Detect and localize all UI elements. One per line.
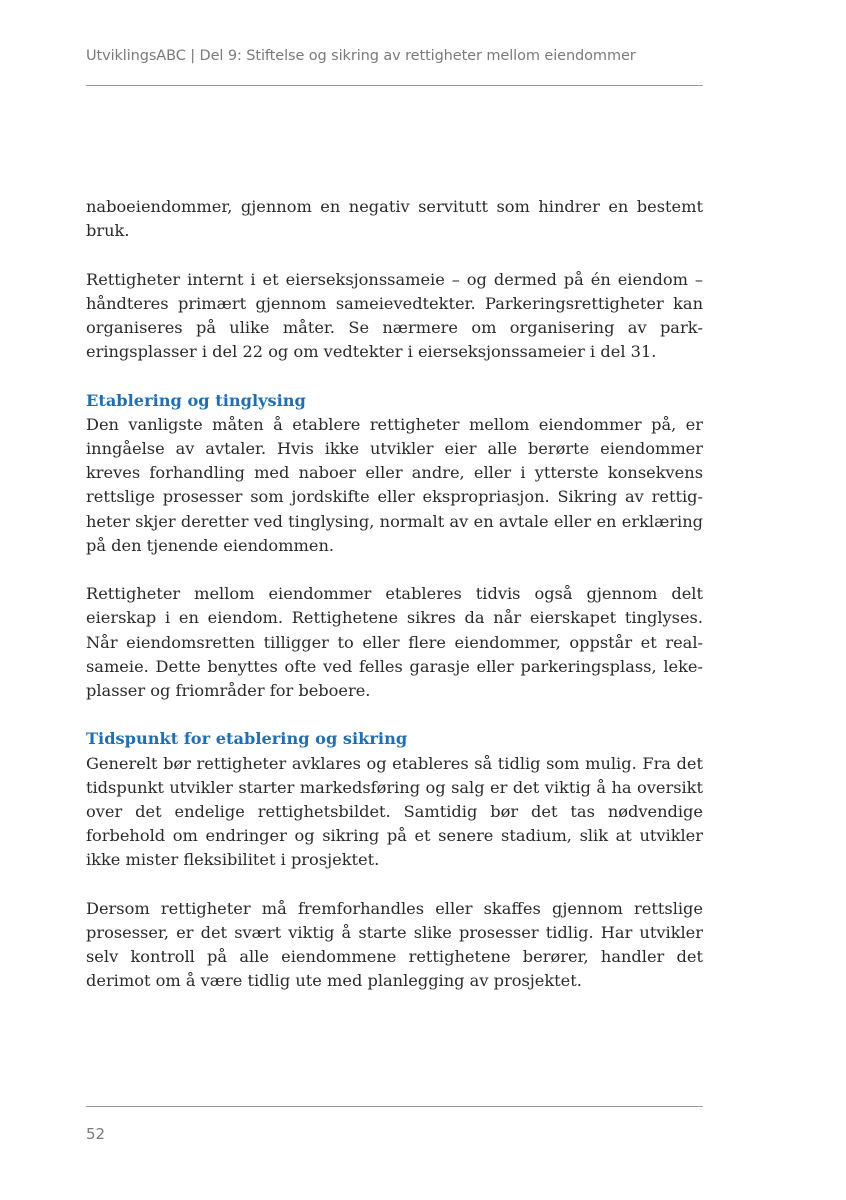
running-header: UtviklingsABC | Del 9: Stiftelse og sikring av rettigheter mellom eiendommer: [86, 48, 636, 64]
header-divider: [86, 85, 703, 86]
section-paragraph: Dersom rettigheter må fremforhandles eller skaffes gjennom rettslige prosesser, er det svært viktig å starte slike prosesser tidlig. Har utvikler selv kontroll på alle eiendommene rettighetene berører, handler det derimot om å være tidlig ute med planlegging av prosjektet.: [86, 898, 703, 991]
footer-divider: [86, 1106, 703, 1107]
section-tidspunkt: [86, 727, 703, 993]
page-number: 52: [86, 1125, 106, 1143]
section-heading: Tidspunkt for etablering og sikring: [86, 729, 408, 749]
section-heading: Etablering og tinglysing: [86, 390, 306, 410]
section-paragraph: Den vanligste måten å etablere rettigheter mellom eiendommer på, er inngåelse av avtaler. Hvis ikke utvikler eier alle berørte eiendommer kreves forhandling med naboer eller andre, eller i ytterste konsekvens rettslige prosesser som jordskifte eller ekspropriasjon. Sikring av rettigheter skjer deretter ved tinglysing, normalt av en avtale eller en erklæring på den tjenende eiendommen.: [86, 414, 703, 555]
intro-paragraph: Rettigheter internt i et eierseksjonssameie – og dermed på én eiendom – håndteres primært gjennom sameievedtekter. Parkeringsrettigheter kan organiseres på ulike måter. Se nærmere om organisering av parkeringsplasser i del 22 og om vedtekter i eierseksjonssameier i del 31.: [86, 269, 703, 362]
intro-paragraph: naboeiendommer, gjennom en negativ servitutt som hindrer en bestemt bruk.: [86, 197, 703, 241]
section-etablering: [86, 389, 703, 704]
section-paragraph: Generelt bør rettigheter avklares og etableres så tidlig som mulig. Fra det tidspunkt utvikler starter markedsføring og salg er det viktig å ha oversikt over det endelige rettighetsbildet. Samtidig bør det tas nødvendige forbehold om endringer og sikring på et senere stadium, slik at utvikler ikke mister fleksibilitet i prosjektet.: [86, 753, 703, 870]
body-text: [86, 195, 703, 994]
section-paragraph: Rettigheter mellom eiendommer etableres tidvis også gjennom delt eierskap i en eiendom. Rettighetene sikres da når eierskapet tinglyses. Når eiendomsretten tilligger to eller flere eiendommer, oppstår et realsameie. Dette benyttes ofte ved felles garasje eller parkeringsplass, lekeplasser og friområder for beboere.: [86, 584, 703, 701]
